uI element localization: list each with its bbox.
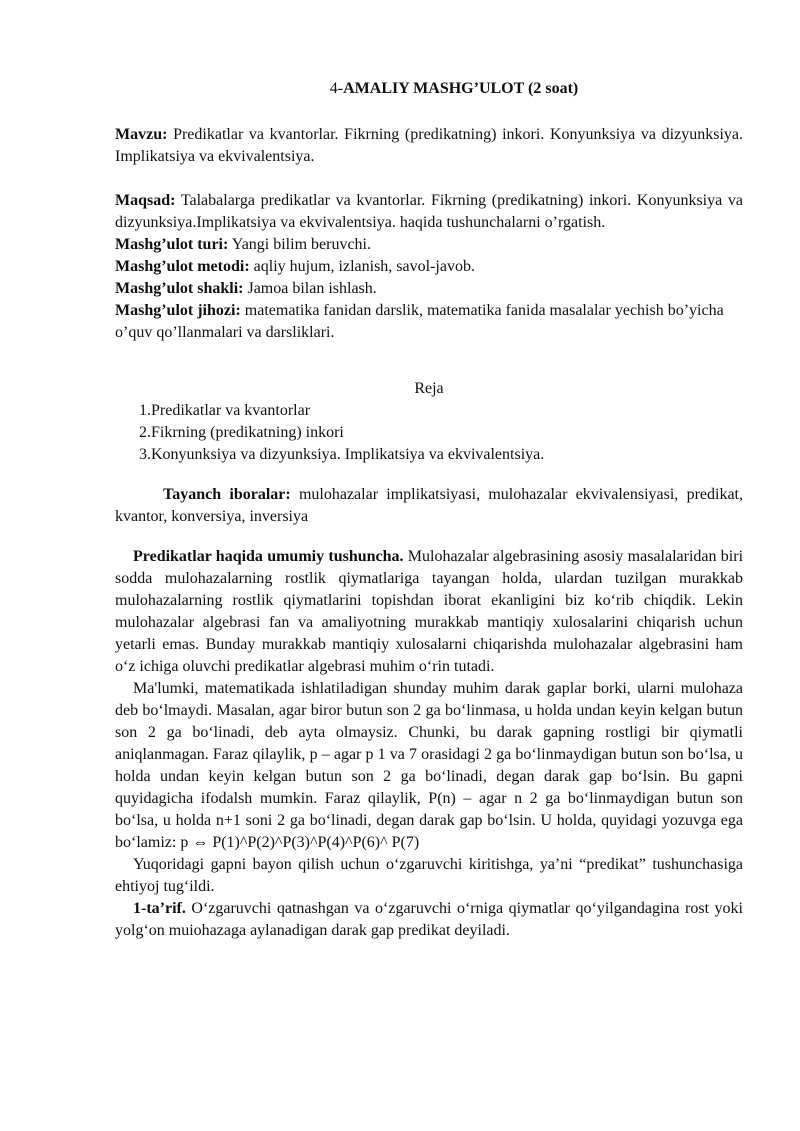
reja-item: 1.Predikatlar va kvantorlar <box>139 402 311 419</box>
definition-paragraph <box>115 898 743 942</box>
mavzu-text: Predikatlar va kvantorlar. Fikrning (predikatning) inkori. Konyunksiya va dizyunksiya. Implikatsiya va ekvivalentsiya. <box>115 126 743 165</box>
jihozi-label: Mashg’ulot jihozi: <box>115 302 241 319</box>
metodi-text: aqliy hujum, izlanish, savol-javob. <box>249 258 475 275</box>
definition-label: 1-ta’rif. <box>133 900 186 917</box>
maqsad-label: Maqsad: <box>115 192 176 209</box>
metodi-line <box>115 256 743 278</box>
tayanch-paragraph <box>115 484 743 528</box>
body-paragraph-2: Ma'lumki, matematikada ishlatiladigan shunday muhim darak gaplar borki, ularni mulohaza deb bo‘lmaydi. Masalan, agar biror butun son 2 ga bo‘linmasa, u holda undan keyin kelgan butun son 2 ga bo‘linadi, deb ayta olmaysiz. Chunki, bu darak gapning rostligi bir qiymatli aniqlanmagan. Faraz qilaylik, p – agar p 1 va 7 orasidagi 2 ga bo‘linmaydigan butun son bo‘lsa, u holda undan keyin kelgan butun son 2 ga bo‘linadi, degan darak gap bo‘lsin. Bu gapni quyidagicha ifodalsh mumkin. Faraz qilaylik, P(n) – agar n 2 ga bo‘linmaydigan butun son bo‘lsa, u holda n+1 soni 2 ga bo‘linadi, degan darak gap bo‘lsin. U holda, quyidagi yozuvga ega bo‘lamiz: p ⇔ P(1)^P(2)^P(3)^P(4)^P(6)^ P(7) <box>115 680 743 851</box>
maqsad-text: Talabalarga predikatlar va kvantorlar. Fikrning (predikatning) inkori. Konyunksiya va dizyunksiya.Implikatsiya va ekvivalentsiya. haqida tushunchalarni o’rgatish. <box>115 192 743 231</box>
turi-line <box>115 234 743 256</box>
document-body <box>115 78 743 942</box>
shakli-line <box>115 278 743 300</box>
body-paragraph-3: Yuqoridagi gapni bayon qilish uchun o‘zgaruvchi kiritishga, ya’ni “predikat” tushunchasiga ehtiyoj tug‘ildi. <box>115 856 743 895</box>
tayanch-label: Tayanch iboralar: <box>163 486 291 503</box>
jihozi-line <box>115 300 743 344</box>
tayanch-text: mulohazalar implikatsiyasi, mulohazalar ekvivalensiyasi, predikat, kvantor, konversiya, inversiya <box>115 486 743 525</box>
mavzu-paragraph <box>115 124 743 168</box>
mavzu-label: Mavzu: <box>115 126 168 143</box>
turi-text: Yangi bilim beruvchi. <box>228 236 371 253</box>
section1-text: Mulohazalar algebrasining asosiy masalalaridan biri sodda mulohazalarning rostlik qiymatlariga tayangan holda, ulardan tuzilgan murakkab mulohazalarning rostlik qiymatlarini topishdan iborat ekanligini biz ko‘rib chiqdik. Lekin mulohazalar algebrasi fan va amaliyotning murakkab mantiqiy xulosalarini chiqarish uchun yetarli emas. Bunday murakkab mantiqiy xulosalarni chiqarishda mulohazalar algebrasini ham o‘z ichiga oluvchi predikatlar algebrasi muhim o‘rin tutadi. <box>115 548 744 675</box>
reja-item: 2.Fikrning (predikatning) inkori <box>139 424 344 441</box>
maqsad-paragraph <box>115 190 743 234</box>
shakli-label: Mashg’ulot shakli: <box>115 280 244 297</box>
title-prefix: 4- <box>329 80 344 97</box>
jihozi-text: matematika fanidan darslik, matematika fanida masalalar yechish bo’yicha o’quv qo’llanmalari va darsliklari. <box>115 302 724 341</box>
section1-paragraph <box>115 546 743 678</box>
page-title <box>165 78 743 100</box>
title-main: AMALIY MASHG’ULOT (2 soat) <box>343 80 579 97</box>
reja-item: 3.Konyunksiya va dizyunksiya. Implikatsiya va ekvivalentsiya. <box>139 446 545 463</box>
turi-label: Mashg’ulot turi: <box>115 236 229 253</box>
section1-heading: Predikatlar haqida umumiy tushuncha. <box>133 548 404 565</box>
definition-text: O‘zgaruvchi qatnashgan va o‘zgaruvchi o‘rniga qiymatlar qo‘yilgandagina rost yoki yolg‘on muiohazaga aylanadigan darak gap predikat deyiladi. <box>115 900 743 939</box>
shakli-text: Jamoa bilan ishlash. <box>243 280 377 297</box>
reja-list <box>139 400 743 466</box>
reja-heading: Reja <box>414 380 444 397</box>
metodi-label: Mashg’ulot metodi: <box>115 258 250 275</box>
